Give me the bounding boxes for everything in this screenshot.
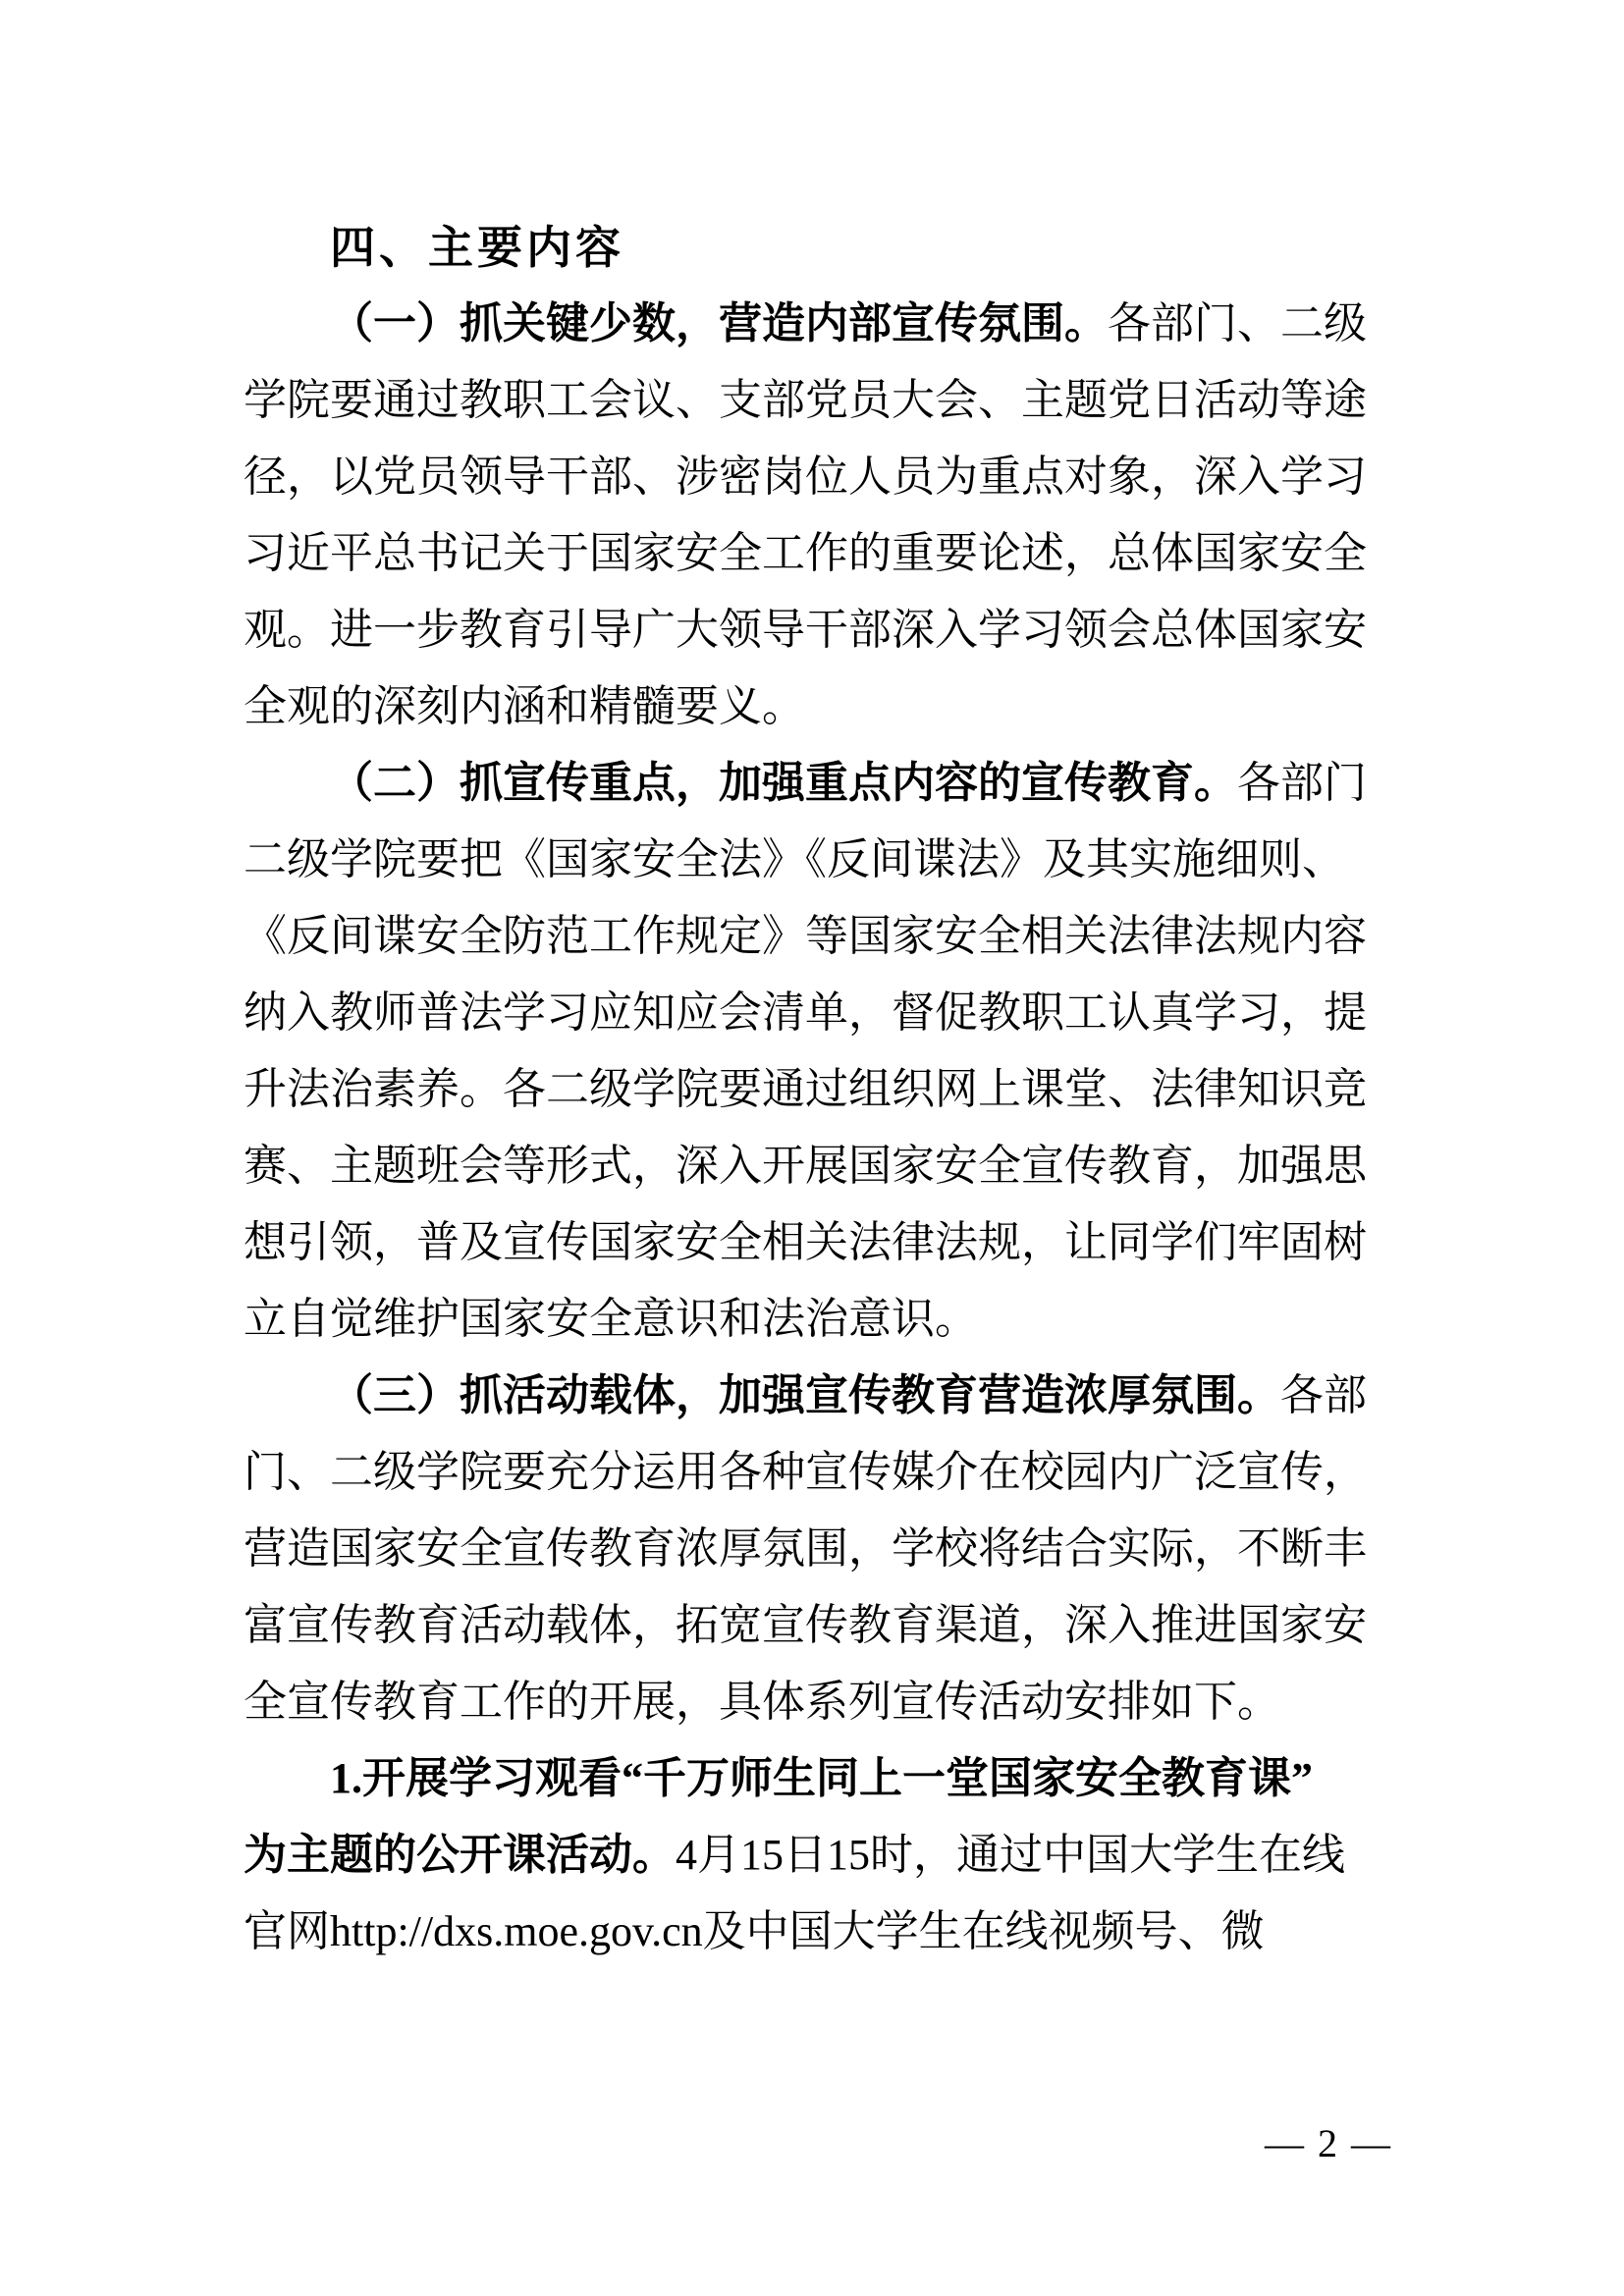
text-line [244,1664,1392,1740]
line-regular-text: 各部门 [1237,759,1367,807]
text-line [244,1051,1392,1128]
text-line [244,1587,1392,1664]
section-heading-text: 四、主要内容 [330,222,624,273]
text-line [244,286,1392,362]
line-regular-text: 各部 [1280,1371,1367,1419]
text-line [244,1281,1392,1358]
text-line [244,1511,1392,1587]
line-regular-text: 想引领，普及宣传国家安全相关法律法规，让同学们牢固树 [244,1218,1367,1266]
paragraph-lead-bold: 为主题的公开课活动。 [244,1831,676,1879]
text-line [244,1817,1392,1894]
paragraph-lead-bold: （一）抓关键少数，营造内部宣传氛围。 [330,299,1108,347]
line-regular-text: 全宣传教育工作的开展，具体系列宣传活动安排如下。 [244,1678,1280,1726]
text-line [244,1894,1392,1970]
text-line [244,1434,1392,1511]
line-regular-text: 4月15日15时，通过中国大学生在线 [676,1831,1345,1879]
text-line [244,668,1392,745]
line-regular-text: 富宣传教育活动载体，拓宽宣传教育渠道，深入推进国家安 [244,1601,1367,1649]
text-line [244,898,1392,975]
line-regular-text: 官网http://dxs.moe.gov.cn及中国大学生在线视频号、微 [244,1907,1265,1955]
line-regular-text: 全观的深刻内涵和精髓要义。 [244,682,805,730]
line-regular-text: 升法治素养。各二级学院要通过组织网上课堂、法律知识竞 [244,1065,1367,1113]
text-line [244,1358,1392,1434]
text-line [244,515,1392,592]
text-line [244,592,1392,668]
paragraph-lead-bold: （二）抓宣传重点，加强重点内容的宣传教育。 [330,759,1237,807]
text-line [244,975,1392,1051]
text-line [244,822,1392,898]
line-regular-text: 学院要通过教职工会议、支部党员大会、主题党日活动等途 [244,376,1367,424]
text-line [244,439,1392,515]
text-line [244,362,1392,439]
line-regular-text: 二级学院要把《国家安全法》《反间谍法》及其实施细则、 [244,835,1345,883]
line-regular-text: 门、二级学院要充分运用各种宣传媒介在校园内广泛宣传， [244,1448,1367,1496]
line-regular-text: 营造国家安全宣传教育浓厚氛围，学校将结合实际，不断丰 [244,1524,1367,1573]
line-regular-text: 立自觉维护国家安全意识和法治意识。 [244,1295,978,1343]
document-text-block [244,209,1392,1970]
line-regular-text: 《反间谍安全防范工作规定》等国家安全相关法律法规内容 [244,912,1367,960]
paragraph-lead-bold: 1.开展学习观看“千万师生同上一堂国家安全教育课” [330,1754,1313,1802]
line-regular-text: 观。进一步教育引导广大领导干部深入学习领会总体国家安 [244,606,1367,654]
text-line [244,1128,1392,1204]
text-line [244,745,1392,822]
section-heading [244,209,1392,286]
text-line [244,1204,1392,1281]
line-regular-text: 赛、主题班会等形式，深入开展国家安全宣传教育，加强思 [244,1142,1367,1190]
line-regular-text: 径，以党员领导干部、涉密岗位人员为重点对象，深入学习 [244,453,1367,501]
page-number: — 2 — [1265,2121,1392,2165]
text-line [244,1740,1392,1817]
line-regular-text: 习近平总书记关于国家安全工作的重要论述，总体国家安全 [244,529,1367,577]
line-regular-text: 各部门、二级 [1108,299,1367,347]
line-regular-text: 纳入教师普法学习应知应会清单，督促教职工认真学习，提 [244,988,1367,1037]
paragraph-lead-bold: （三）抓活动载体，加强宣传教育营造浓厚氛围。 [330,1371,1280,1419]
